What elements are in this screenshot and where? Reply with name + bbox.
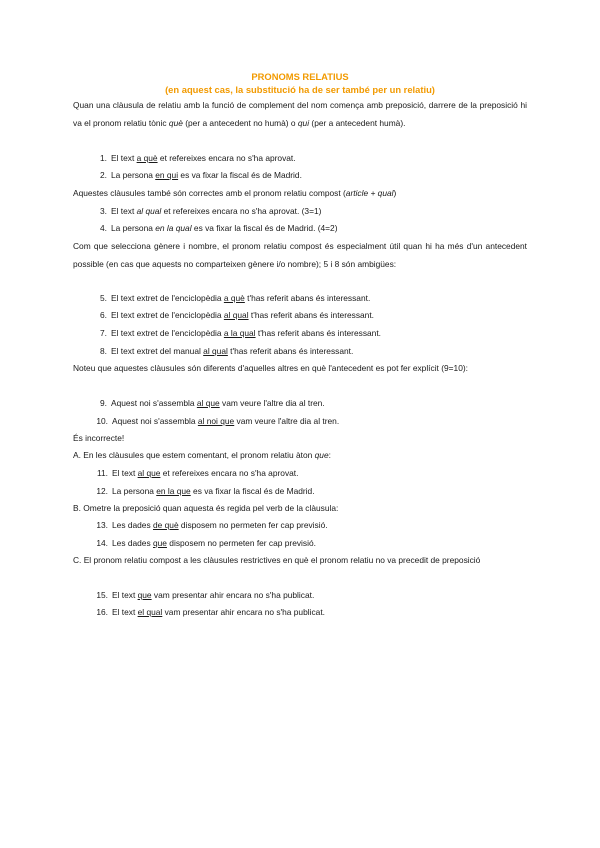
example-text: Les dades [112,538,153,548]
example-highlight: al qual [203,346,228,356]
example-14 [91,535,316,552]
example-text: Aquest noi s'assembla [112,416,198,426]
section-a-end: : [328,450,331,460]
example-text: El text extret del manual [111,346,204,356]
example-number: 4. [100,223,107,233]
example-text: El text [112,468,138,478]
example-text: El text [111,153,137,163]
intro-paragraph [73,97,527,132]
example-text-end: es va fixar la fiscal és de Madrid. [178,170,302,180]
compost-paragraph [73,185,527,203]
example-text-end: es va fixar la fiscal és de Madrid. (4=2) [191,223,338,233]
example-highlight: el qual [137,607,163,617]
example-4 [91,220,338,237]
example-7 [91,325,381,342]
example-text-end: vam presentar ahir encara no s'ha publicat. [162,607,325,617]
example-number: 16. [96,607,108,617]
example-text-end: vam presentar ahir encara no s'ha publicat. [151,590,315,600]
example-number: 9. [100,398,107,408]
example-text-end: et refereixes encara no s'ha aprovat. [157,153,296,163]
example-highlight: al que [196,398,220,408]
page-subtitle: (en aquest cas, la substitució ha de ser també per un relatiu) [165,84,435,95]
intro-que: què [168,117,183,128]
example-6 [91,307,374,324]
example-number: 11. [96,468,108,478]
example-highlight: en qui [155,170,179,180]
example-text: El text extret de l'enciclopèdia [111,328,224,338]
intro-text: Quan una clàusula de relatiu amb la funció de complement del nom comença amb preposició, darrere de la preposició hi va el pronom relatiu tònic [73,100,527,128]
example-italic: al qual [136,206,162,216]
intro-text-2: (per a antecedent no humà) o [182,117,298,128]
example-text: El text [112,590,138,600]
example-number: 2. [100,170,107,180]
example-text: El text extret de l'enciclopèdia [111,310,224,320]
example-text: La persona [112,486,157,496]
example-highlight: a què [223,293,245,303]
genre-paragraph: Com que selecciona gènere i nombre, el pronom relatiu compost és especialment útil quan hi ha més d'un antecedent possible (en cas que aquests no comparteixen gènere i/o nombre); 5 i 8 són ambigües: [73,241,527,269]
example-number: 12. [96,486,108,496]
section-a-text: A. En les clàusules que estem comentant, el pronom relatiu àton [73,450,315,460]
example-number: 8. [100,346,107,356]
example-text: Aquest noi s'assembla [111,398,197,408]
example-highlight: al noi que [197,416,235,426]
example-text-end: vam veure l'altre dia al tren. [234,416,340,426]
example-highlight: de què [152,520,179,530]
section-c: C. El pronom relatiu compost a les clàusules restrictives en què el pronom relatiu no va precedit de preposició [73,555,481,565]
example-text-end: t'has referit abans és interessant. [248,310,374,320]
example-text: El text extret de l'enciclopèdia [111,293,224,303]
example-9 [91,395,325,412]
example-text: El text [111,206,137,216]
section-a [73,447,527,465]
example-number: 14. [96,538,108,548]
example-2 [91,167,302,184]
intro-qui: qui [297,117,310,128]
example-highlight: al qual [223,310,249,320]
example-text: Les dades [112,520,153,530]
example-text-end: vam veure l'altre dia al tren. [219,398,325,408]
incorrecte-note: És incorrecte! [73,433,125,443]
example-highlight: en la que [156,486,191,496]
section-a-italic: que [314,450,329,460]
example-number: 10. [96,416,108,426]
example-text-end: t'has referit abans és interessant. [227,346,354,356]
example-3 [91,203,321,220]
example-highlight: a la qual [223,328,256,338]
example-highlight: a què [136,153,158,163]
example-1 [91,150,296,167]
example-text-end: et refereixes encara no s'ha aprovat. (3=1) [161,206,322,216]
compost-italic: article + qual [345,188,394,198]
compost-text-end: ) [393,188,397,198]
example-5 [91,290,370,307]
example-13 [91,517,328,534]
example-text-end: et refereixes encara no s'ha aprovat. [160,468,299,478]
example-11 [91,465,298,482]
noteu-paragraph: Noteu que aquestes clàusules són diferents d'aquelles altres en què l'antecedent es pot fer explícit (9=10): [73,363,468,373]
example-8 [91,343,353,360]
example-text-end: disposem no permeten fer cap previsió. [166,538,316,548]
section-b: B. Ometre la preposició quan aquesta és regida pel verb de la clàusula: [73,503,339,513]
example-number: 1. [100,153,107,163]
example-15 [91,587,314,604]
example-12 [91,483,315,500]
example-highlight: que [152,538,167,548]
example-number: 6. [100,310,107,320]
example-text: La persona [111,170,156,180]
example-number: 3. [100,206,107,216]
example-italic: en la qual [155,223,192,233]
example-highlight: que [137,590,152,600]
example-text-end: es va fixar la fiscal és de Madrid. [190,486,315,496]
example-16 [91,604,325,621]
example-number: 5. [100,293,107,303]
page-title: PRONOMS RELATIUS [251,71,349,82]
intro-text-3: (per a antecedent humà). [309,117,406,128]
example-text-end: t'has referit abans és interessant. [244,293,371,303]
compost-text: Aquestes clàusules també són correctes amb el pronom relatiu compost ( [73,188,346,198]
example-highlight: al que [137,468,161,478]
example-text-end: t'has referit abans és interessant. [255,328,381,338]
example-text-end: disposem no permeten fer cap previsió. [178,520,328,530]
example-text: La persona [111,223,156,233]
example-text: El text [112,607,138,617]
example-number: 7. [100,328,107,338]
example-number: 13. [96,520,108,530]
example-number: 15. [96,590,108,600]
example-10 [91,413,339,430]
